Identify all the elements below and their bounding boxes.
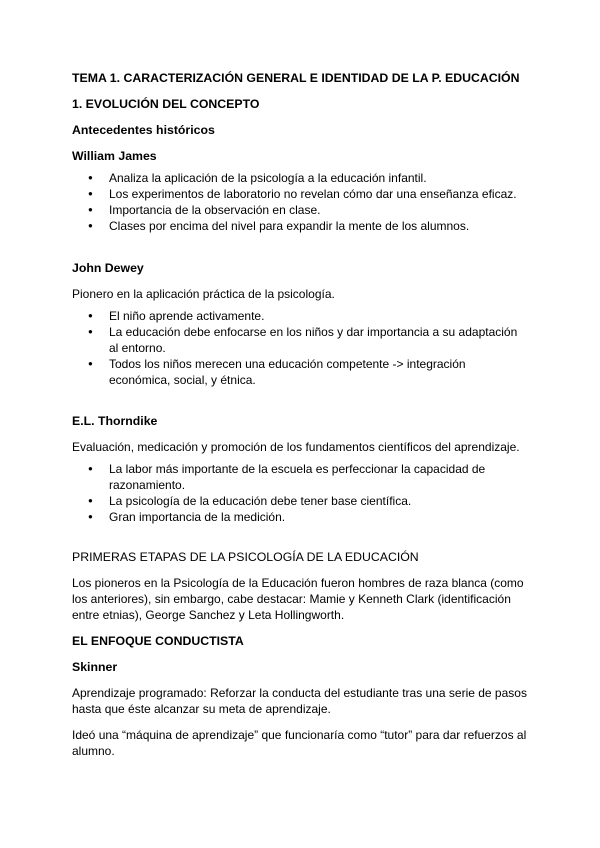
list-item: ● Todos los niños merecen una educación competente -> integración económica, social, y étnica. (72, 356, 528, 388)
thorndike-list (72, 461, 528, 525)
list-item: ● Los experimentos de laboratorio no revelan cómo dar una enseñanza eficaz. (72, 186, 528, 202)
behaviorism-heading: EL ENFOQUE CONDUCTISTA (72, 634, 244, 648)
early-stages-heading: PRIMERAS ETAPAS DE LA PSICOLOGÍA DE LA EDUCACIÓN (72, 550, 419, 564)
list-item: ● Importancia de la observación en clase. (72, 202, 528, 218)
james-list (72, 170, 528, 234)
document-title: TEMA 1. CARACTERIZACIÓN GENERAL E IDENTIDAD DE LA P. EDUCACIÓN (72, 71, 520, 85)
list-item: ● Clases por encima del nivel para expandir la mente de los alumnos. (72, 218, 528, 234)
author-heading-thorndike: E.L. Thorndike (72, 414, 158, 428)
skinner-paragraph-2: Ideó una “máquina de aprendizaje” que funcionaría como “tutor” para dar refuerzos al alumno. (72, 728, 527, 758)
dewey-list (72, 308, 528, 388)
author-heading-dewey: John Dewey (72, 261, 144, 275)
subsection-heading: Antecedentes históricos (72, 123, 215, 137)
list-item: ● Analiza la aplicación de la psicología a la educación infantil. (72, 170, 528, 186)
early-stages-text: Los pioneros en la Psicología de la Educación fueron hombres de raza blanca (como los anteriores), sin embargo, cabe destacar: Mamie y Kenneth Clark (identificación entre etnias), George Sanchez y Leta Hollingworth. (72, 576, 524, 622)
list-item: ● La educación debe enfocarse en los niños y dar importancia a su adaptación al entorno. (72, 324, 528, 356)
thorndike-intro: Evaluación, medicación y promoción de los fundamentos científicos del aprendizaje. (72, 440, 520, 454)
section-heading: 1. EVOLUCIÓN DEL CONCEPTO (72, 97, 260, 111)
list-item: ● La psicología de la educación debe tener base científica. (72, 493, 528, 509)
list-item: ● Gran importancia de la medición. (72, 509, 528, 525)
list-item: ● El niño aprende activamente. (72, 308, 528, 324)
list-item: ● La labor más importante de la escuela es perfeccionar la capacidad de razonamiento. (72, 461, 528, 493)
author-heading-skinner: Skinner (72, 660, 118, 674)
dewey-intro: Pionero en la aplicación práctica de la psicología. (72, 287, 335, 301)
author-heading-james: William James (72, 149, 157, 163)
skinner-paragraph-1: Aprendizaje programado: Reforzar la conducta del estudiante tras una serie de pasos hasta que éste alcanzar su meta de aprendizaje. (72, 686, 527, 716)
